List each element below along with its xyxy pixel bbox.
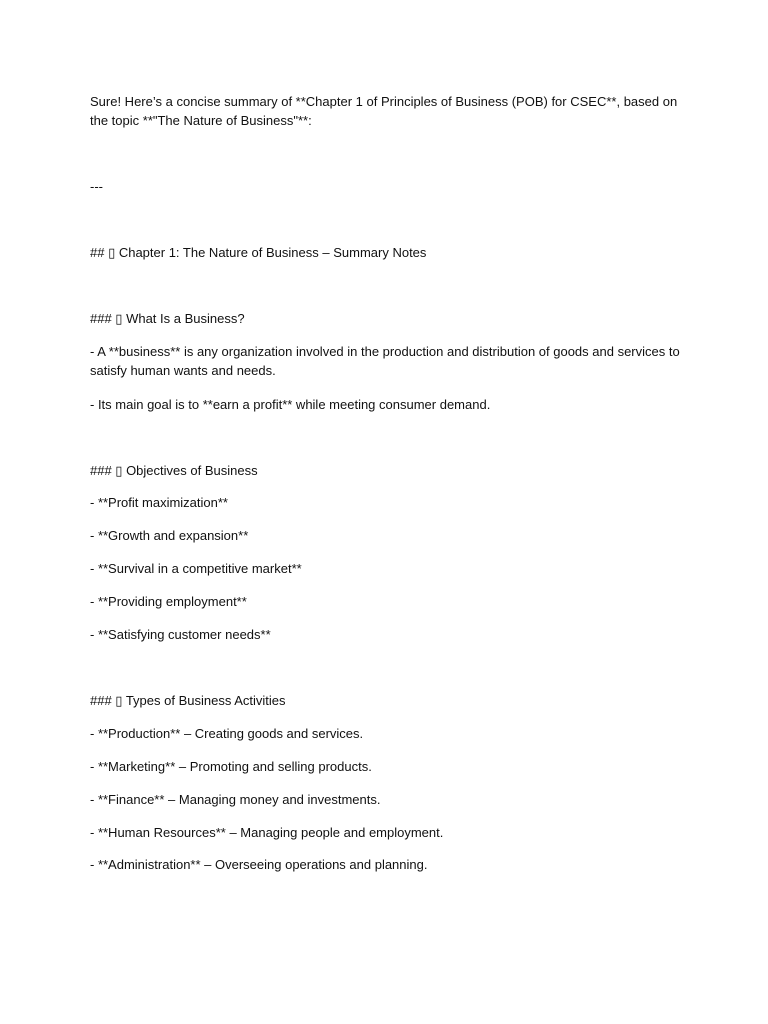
- list-item-objective: - **Profit maximization**: [90, 495, 228, 510]
- section-heading-activities: ### ▯ Types of Business Activities: [90, 693, 286, 708]
- list-item-activity: - **Finance** – Managing money and investments.: [90, 792, 381, 807]
- list-item-activity: - **Administration** – Overseeing operations and planning.: [90, 857, 428, 872]
- list-item-objective: - **Providing employment**: [90, 594, 247, 609]
- paragraph-main-goal: - Its main goal is to **earn a profit** while meeting consumer demand.: [90, 397, 491, 412]
- main-heading: ## ▯ Chapter 1: The Nature of Business – Summary Notes: [90, 245, 427, 260]
- list-item-activity: - **Production** – Creating goods and services.: [90, 726, 364, 741]
- section-heading-what-is-business: ### ▯ What Is a Business?: [90, 311, 245, 326]
- list-item-objective: - **Survival in a competitive market**: [90, 561, 302, 576]
- list-item-activity: - **Human Resources** – Managing people and employment.: [90, 825, 444, 840]
- list-item-objective: - **Growth and expansion**: [90, 528, 249, 543]
- list-item-objective: - **Satisfying customer needs**: [90, 627, 271, 642]
- section-heading-objectives: ### ▯ Objectives of Business: [90, 463, 258, 478]
- intro-paragraph: Sure! Here’s a concise summary of **Chapter 1 of Principles of Business (POB) for CSEC**, based on the topic **"The Nature of Business"**:: [90, 94, 678, 128]
- horizontal-divider: ---: [90, 179, 103, 194]
- paragraph-business-definition: - A **business** is any organization involved in the production and distribution of goods and services to satisfy human wants and needs.: [90, 344, 680, 378]
- list-item-activity: - **Marketing** – Promoting and selling products.: [90, 759, 372, 774]
